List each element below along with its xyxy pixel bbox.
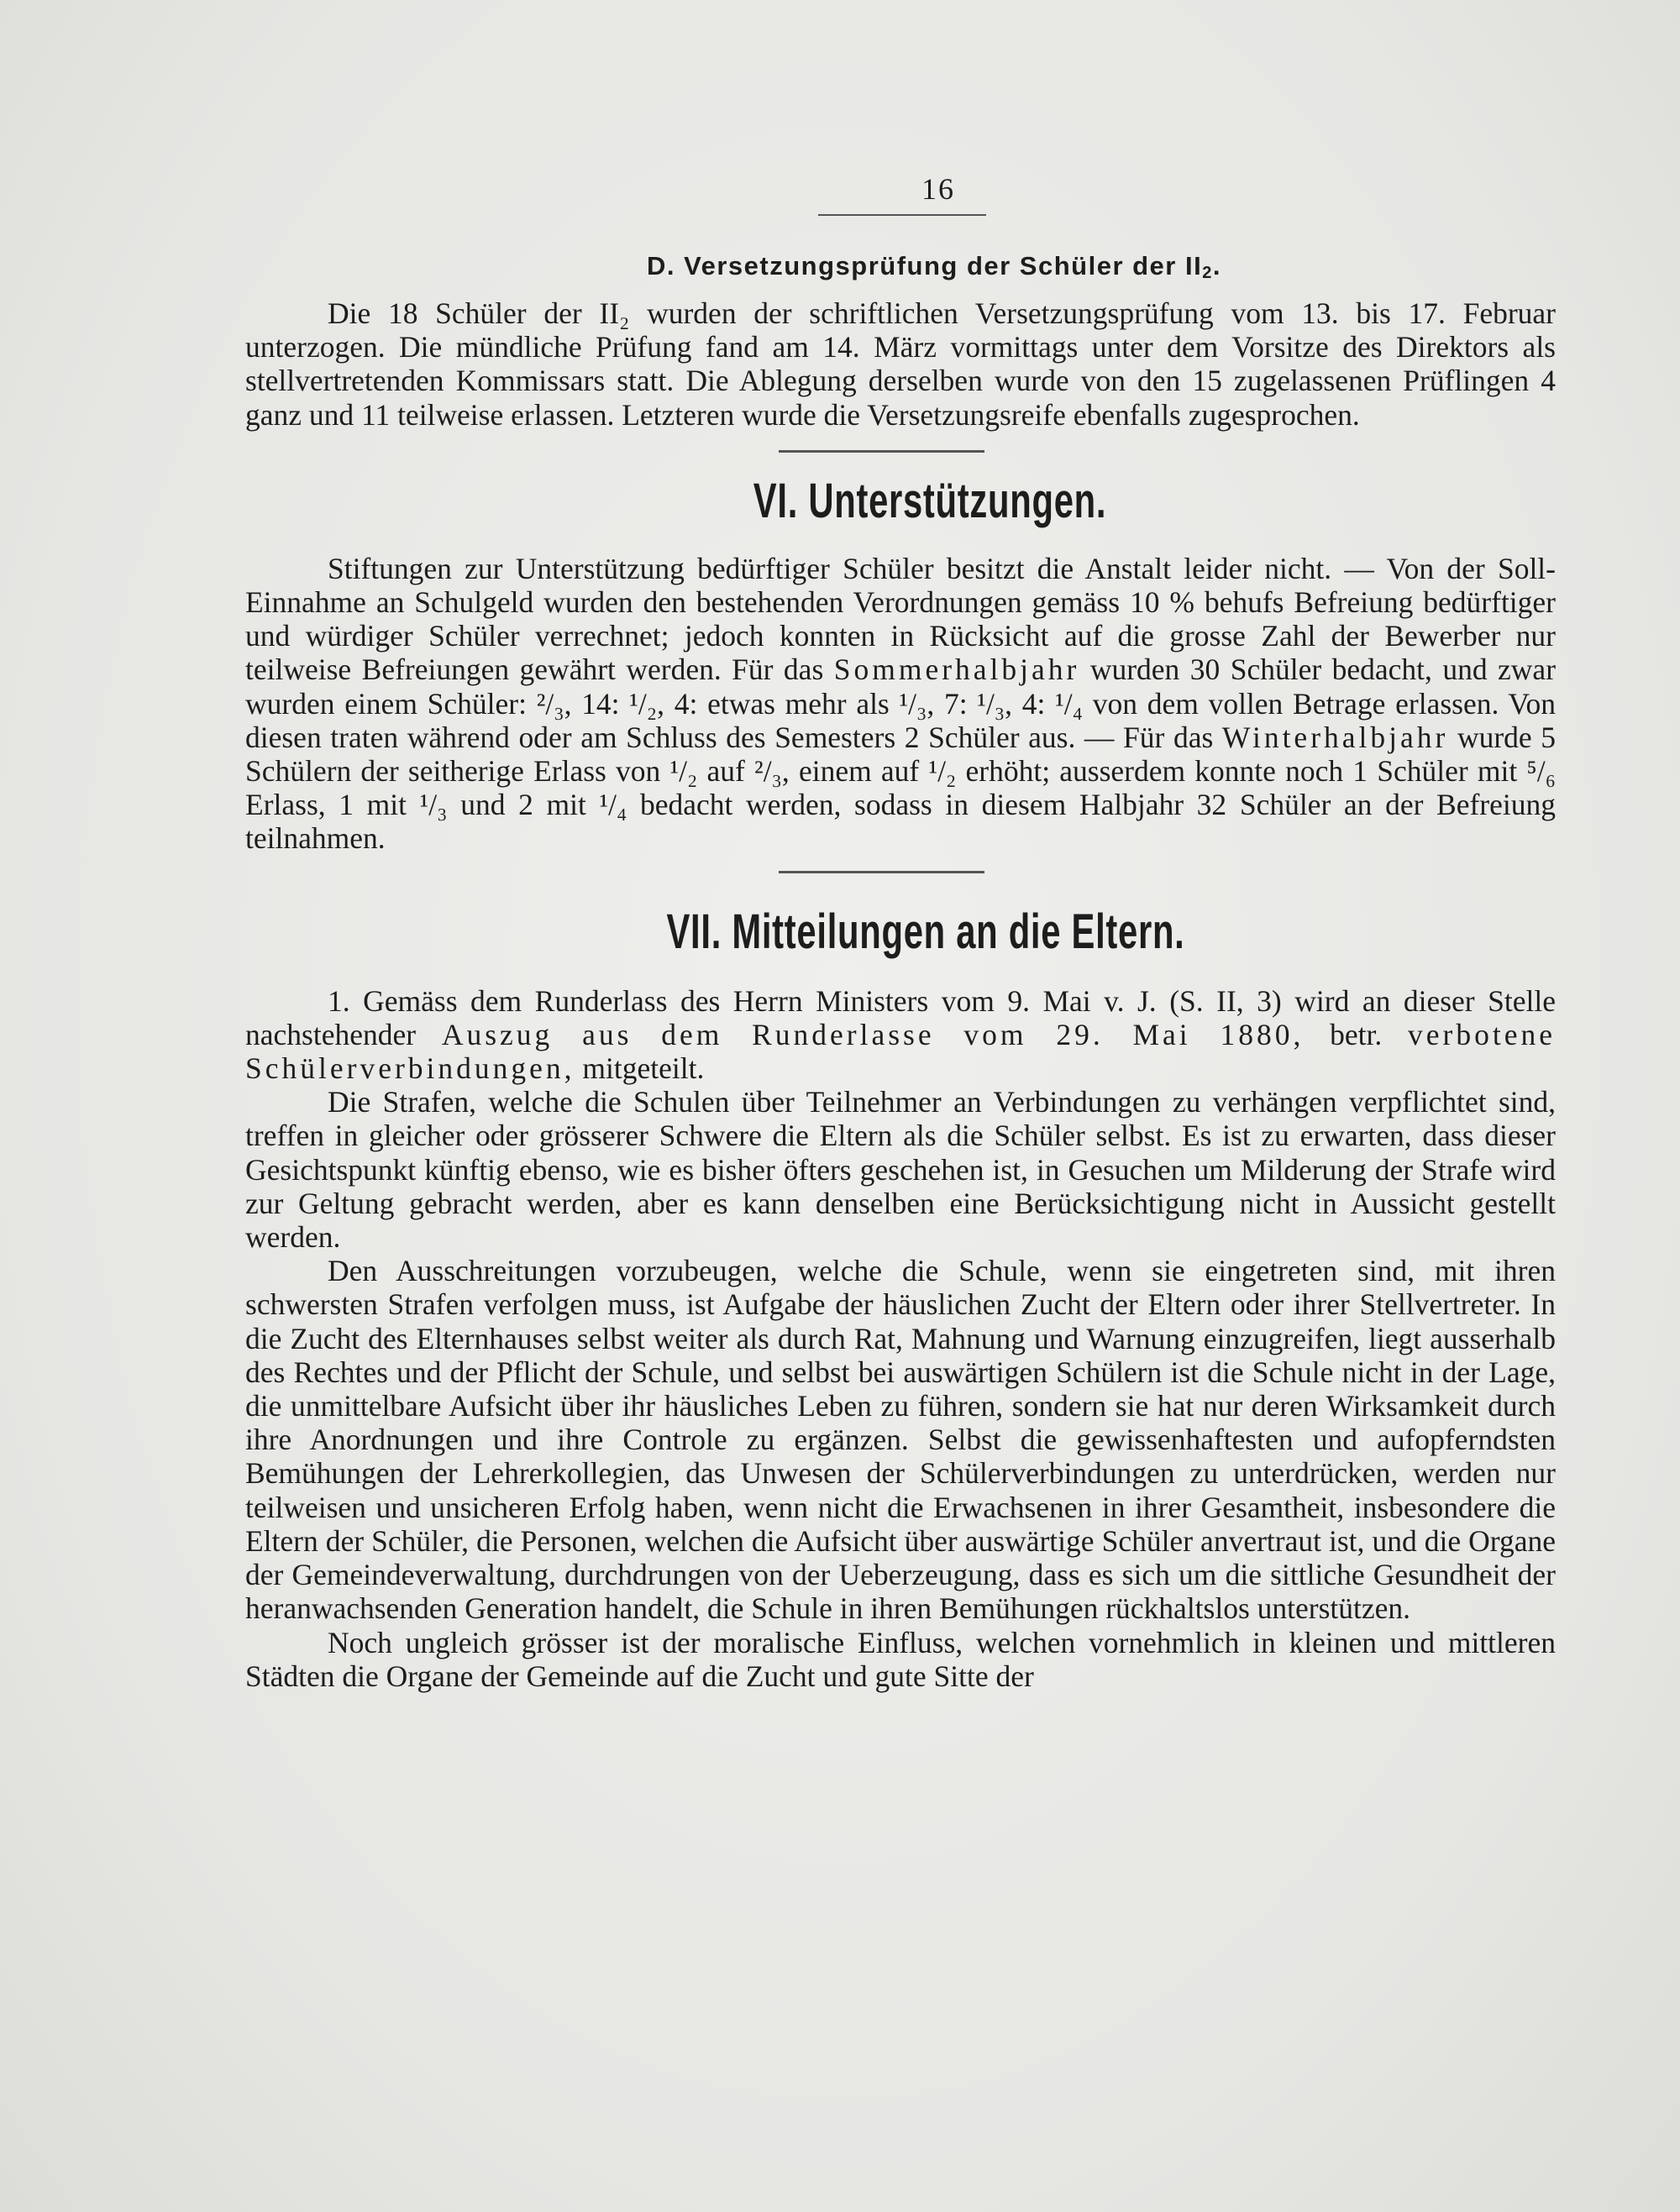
section-vii-paragraph-4: Noch ungleich grösser ist der moralische Einfluss, welchen vornehmlich in kleinen und mittleren Städten die Organe der Gemeinde auf die Zucht und gute Sitte der xyxy=(245,1625,1556,1693)
page-content xyxy=(245,172,1556,1693)
section-d-paragraph: Die 18 Schüler der II₂ wurden der schriftlichen Versetzungsprüfung vom 13. bis 17. Februar unterzogen. Die mündliche Prüfung fand am 14. März vormittags unter dem Vorsitze des Direktors als stellvertretenden Kommissars statt. Die Ablegung derselben wurde von den 15 zugelassenen Prüflingen 4 ganz und 11 teilweise erlassen. Letzteren wurde die Versetzungsreife ebenfalls zugesprochen. xyxy=(245,296,1556,432)
section-divider xyxy=(779,450,984,453)
section-vii-p1-excerpt: Auszug aus dem Runderlasse vom 29. Mai 1880, xyxy=(441,1017,1305,1051)
section-vi-heading: VI. Unterstützungen. xyxy=(753,473,1107,528)
section-vii-paragraph-1 xyxy=(245,984,1556,1086)
section-vi-summer-term: Sommerhalbjahr xyxy=(833,653,1080,687)
section-vi-text-e: wurde 5 Schülern der seitherige Erlass von ¹/₂ auf ²/₃, einem auf ¹/₂ erhöht; ausserdem konnte noch 1 Schüler mit ⁵/₆ Erlass, 1 mit ¹/₃ und 2 mit ¹/₄ bedacht werden, sodass in diesem Halbjahr 32 Schüler an der Befreiung teilnahmen. xyxy=(245,720,1557,856)
section-vii-heading: VII. Mitteilungen an die Eltern. xyxy=(666,904,1185,959)
section-vii-paragraph-3: Den Ausschreitungen vorzubeugen, welche die Schule, wenn sie eingetreten sind, mit ihren schwersten Strafen verfolgen muss, ist Aufgabe der häuslichen Zucht der Eltern oder ihrer Stellvertreter. In die Zucht des Elternhauses selbst weiter als durch Rat, Mahnung und Warnung einzugreifen, liegt ausserhalb des Rechtes und der Pflicht der Schule, und selbst bei auswärtigen Schülern ist die Schule nicht in der Lage, die unmittelbare Aufsicht über ihr häusliches Leben zu führen, sondern sie hat nur deren Wirksamkeit durch ihre Anordnungen und ihre Controle zu ergänzen. Selbst die gewissenhaftesten und aufopferndsten Bemühungen der Lehrerkollegien, das Unwesen der Schülerverbindungen zu unterdrücken, werden nur teilweisen und unsicheren Erfolg haben, wenn nicht die Erwachsenen in ihrer Gesamtheit, insbesondere die Eltern der Schüler, die Personen, welchen die Aufsicht über auswärtige Schüler anvertraut ist, und die Organe der Gemeindeverwaltung, durchdrungen von der Ueberzeugung, dass es sich um die sittliche Gesundheit der heranwachsenden Generation handelt, die Schule in ihren Bemühungen rückhaltslos unterstützen. xyxy=(245,1254,1556,1626)
section-vi-text-c: wurden 30 Schüler bedacht, und zwar wurden einem Schüler: ²/₃, 14: ¹/₂, 4: etwas mehr als ¹/₃, 7: ¹/₃, 4: ¹/₄ von dem vollen Betrage erlassen. Von diesen traten während oder am Schluss des Semesters 2 Schüler aus. — Für das xyxy=(245,653,1557,754)
section-vii-p1-subject: verbotene Schülerverbindungen, xyxy=(245,1017,1557,1086)
section-vii-paragraph-2: Die Strafen, welche die Schulen über Teilnehmer an Verbindungen zu verhängen verpflichtet sind, treffen in gleicher oder grösserer Schwere die Eltern als die Schüler selbst. Es ist zu erwarten, dass dieser Gesichtspunkt künftig ebenso, wie es bisher öfters geschehen ist, in Gesuchen um Milderung der Strafe wird zur Geltung gebracht werden, aber es kann denselben eine Berücksichtigung nicht in Aussicht gestellt werden. xyxy=(245,1085,1556,1255)
page-number-rule xyxy=(818,214,986,216)
section-vii-p1-c: betr. xyxy=(1330,1017,1383,1051)
section-vii-p1-e: mitgeteilt. xyxy=(582,1051,705,1086)
section-divider xyxy=(779,871,984,873)
section-vii-p1-a: 1. Gemäss dem Runderlass des Herrn Ministers vom 9. Mai v. J. (S. II, 3) wird an dieser Stelle nachstehender xyxy=(245,983,1556,1051)
section-vi-paragraph xyxy=(245,552,1556,856)
section-d-title xyxy=(312,251,1556,283)
section-vi-text-a: Stiftungen zur Unterstützung bedürftiger Schüler besitzt die Anstalt leider nicht. — Von der Soll-Einnahme an Schulgeld wurden den bestehenden Verordnungen gemäss 10 % behufs Befreiung bedürftiger und würdiger Schüler verrechnet; jedoch konnten in Rücksicht auf die grosse Zahl der Bewerber nur teilweise Befreiungen gewährt werden. Für das xyxy=(245,551,1556,687)
page-number: 16 xyxy=(921,172,955,206)
section-d-title-text: D. Versetzungsprüfung der Schüler der II xyxy=(647,251,1203,280)
section-d-title-subscript: 2 xyxy=(1202,264,1213,282)
section-vi-winter-term: Winterhalbjahr xyxy=(1221,720,1449,754)
section-d-title-suffix: . xyxy=(1212,251,1221,280)
